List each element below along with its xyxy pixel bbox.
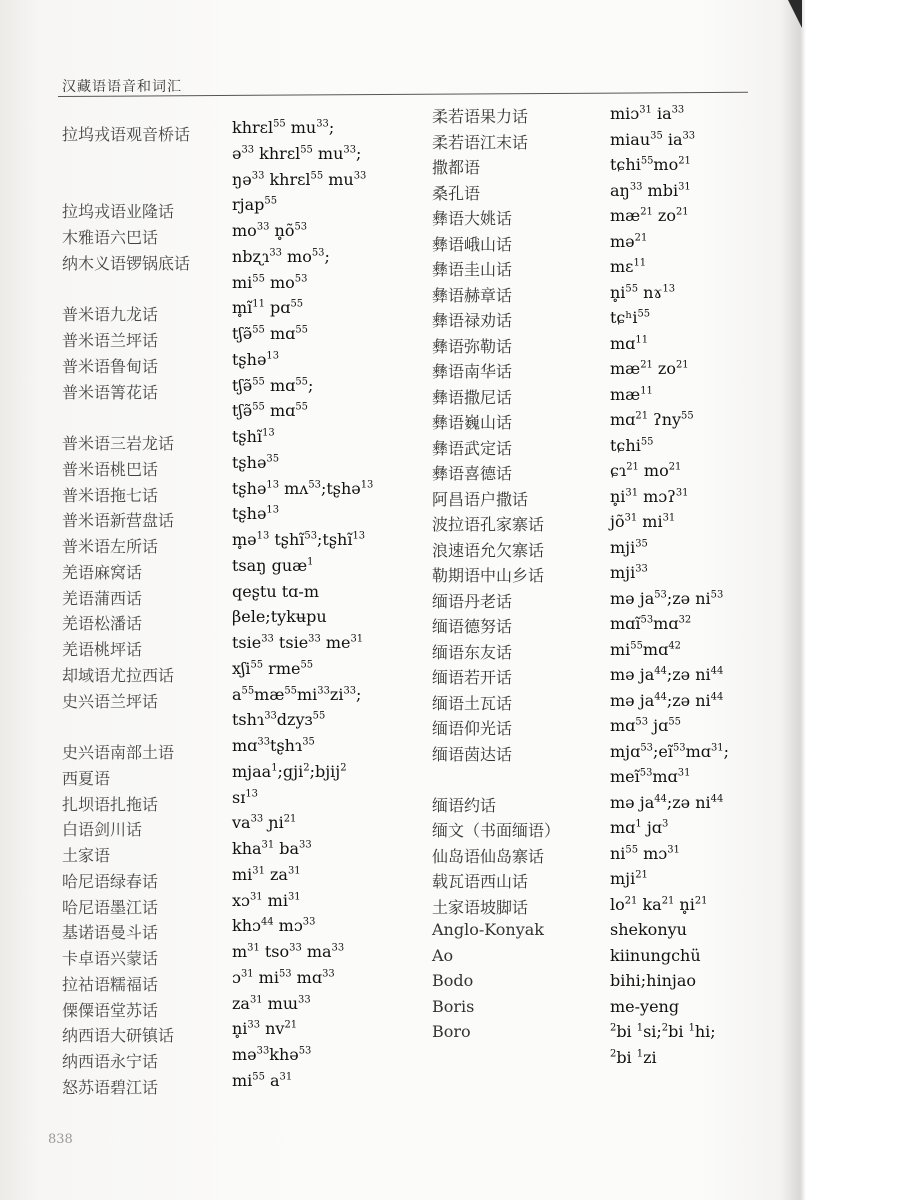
dialect-name: 缅语德努话 — [432, 617, 513, 636]
dialect-name: 拉坞戎语观音桥话 — [62, 125, 191, 144]
word-form: mji$^{21}$ — [610, 869, 648, 888]
word-form: $va^{33}$ ɲi$^{21}$ — [232, 813, 297, 833]
dialect-name: 哈尼语绿春话 — [62, 871, 159, 891]
dialect-name: 缅文（书面缅语） — [432, 821, 561, 840]
word-form: rjap$^{55}$ — [232, 195, 277, 215]
word-form: ə$^{33}$ khrɛl$^{55}$ $mu^{33}$; — [232, 143, 362, 163]
dialect-name: 白语剑川话 — [62, 820, 143, 840]
word-form: $mi^{31}$ $za^{31}$ — [232, 864, 301, 884]
dialect-name: 纳西语永宁话 — [62, 1052, 159, 1071]
word-form: xʃi$^{55}$ rme$^{55}$ — [232, 658, 314, 678]
dialect-name: 羌语蒲西话 — [62, 588, 143, 608]
word-form: me-yeng — [610, 996, 680, 1016]
word-form: qeʂtu tɑ-m — [232, 581, 319, 601]
word-form: tʂhə$^{13}$ — [232, 504, 280, 524]
word-form: $m̥ĩ^{11}$ pɑ$^{55}$ — [232, 298, 304, 318]
word-form: tʂhə$^{13}$ — [232, 349, 280, 369]
dialect-name: Bodo — [432, 971, 474, 990]
dialect-name: 勒期语中山乡话 — [432, 566, 545, 585]
dialect-name: Boro — [432, 1022, 471, 1041]
word-form: $^2$bi $^1$si;$^2$bi $^1$hi; — [610, 1022, 716, 1041]
dialect-name: Boris — [432, 996, 475, 1016]
dialect-name: 基诺语曼斗话 — [62, 923, 159, 943]
word-form: $mæ^{11}$ — [610, 384, 653, 404]
dialect-name: 缅语丹老话 — [432, 591, 513, 611]
dialect-name: 柔若语果力话 — [432, 107, 529, 126]
dialect-name: 彝语巍山话 — [432, 413, 513, 432]
dialect-name: 普米语左所话 — [62, 537, 159, 556]
word-form: $n̥i^{55}$ nɤ$^{13}$ — [610, 282, 676, 302]
dialect-name: 彝语喜德话 — [432, 464, 513, 483]
word-form: mə $ja^{44};zə$ $ni^{44}$ — [610, 792, 724, 812]
dialect-name: 缅语仰光话 — [432, 719, 513, 738]
word-form: $jõ^{31}$ $mi^{31}$ — [610, 512, 676, 531]
word-form: shekonyu — [610, 920, 687, 939]
dialect-name: 怒苏语碧江话 — [62, 1077, 159, 1097]
dialect-name: 羌语桃坪话 — [62, 640, 143, 659]
dialect-name: 缅语若开话 — [432, 668, 513, 687]
dialect-name: 缅语土瓦话 — [432, 693, 513, 713]
dialect-name: 缅语东友话 — [432, 642, 513, 662]
dialect-name: 缅语茵达话 — [432, 744, 513, 764]
word-form: mjaa$^1$;gji$^2$;bjij$^2$ — [232, 761, 347, 781]
word-form: nbʐɿ$^{33}$ $mo^{53}$; — [232, 246, 330, 266]
word-form: mɛ$^{11}$ — [610, 257, 647, 276]
dialect-name: 普米语九龙话 — [62, 305, 159, 325]
word-form: $a^{55}mæ^{55}mi^{33}zi^{33}$; — [232, 684, 362, 704]
word-form: mɑ$^{53}$ jɑ$^{55}$ — [610, 716, 681, 735]
word-form: $aŋ^{33}$ mbi$^{31}$ — [610, 180, 691, 200]
dialect-name: 波拉语孔家寨话 — [432, 515, 545, 534]
dialect-name: 撒都语 — [432, 158, 481, 177]
word-form: $za^{31}$ mɯ$^{33}$ — [232, 993, 311, 1013]
dialect-name: 柔若语江末话 — [432, 132, 529, 152]
dialect-name: 彝语撒尼话 — [432, 387, 513, 407]
dialect-name: 仙岛语仙岛寨话 — [432, 846, 545, 866]
dialect-name: 彝语峨山话 — [432, 234, 513, 254]
word-form: tʃə̃$^{55}$ mɑ$^{55}$; — [232, 375, 314, 395]
word-form: khrɛl$^{55}$ $mu^{33}$; — [232, 118, 335, 137]
word-form: mɑĩ$^{53}$mɑ$^{32}$ — [610, 614, 692, 633]
dialect-name: 桑孔语 — [432, 183, 481, 203]
word-form: mɑ$^{11}$ — [610, 333, 649, 353]
dialect-name: 木雅语六巴话 — [62, 228, 159, 247]
word-form: $^2$bi $^1$zi — [610, 1047, 657, 1067]
word-form: tʂhĩ$^{13}$ — [232, 427, 275, 446]
dialect-name: 彝语弥勒话 — [432, 336, 513, 356]
word-form: ɔ$^{31}$ $mi^{53}$ mɑ$^{33}$ — [232, 967, 335, 987]
word-form: $mæ^{21}$ $zo^{21}$ — [610, 206, 689, 225]
word-form: bihi;hinjao — [610, 971, 697, 990]
dialect-name: Anglo-Konyak — [432, 920, 544, 939]
word-form: $mo^{33}$ $n̥õ^{53}$ — [232, 221, 308, 240]
word-form: tɕhi$^{55}$ — [610, 435, 654, 455]
word-form: meĩ$^{53}$mɑ$^{31}$ — [610, 767, 691, 786]
running-header: 汉藏语语音和词汇 — [62, 79, 182, 95]
word-form: tshɿ$^{33}$dzyɜ$^{55}$ — [232, 710, 326, 730]
word-form: mə$^{33}$khə$^{53}$ — [232, 1045, 312, 1064]
word-form: tʂhə$^{13}$ mʌ$^{53}$;tʂhə$^{13}$ — [232, 478, 374, 498]
dialect-name: 羌语松潘话 — [62, 614, 143, 634]
dialect-name: 普米语箐花话 — [62, 382, 159, 402]
word-form: miau$^{35}$ $ia^{33}$ — [610, 129, 696, 149]
dialect-name: 彝语大姚话 — [432, 209, 513, 228]
dialect-name: 彝语南华话 — [432, 362, 513, 381]
dialect-name: 西夏语 — [62, 768, 111, 788]
word-form: mə $ja^{44};zə$ $ni^{44}$ — [610, 665, 724, 684]
word-form: miɔ$^{31}$ $ia^{33}$ — [610, 104, 685, 123]
word-form: $mjɑ^{53};eĩ^{53}mɑ^{31}$; — [610, 741, 729, 761]
word-form: $n̥i^{31}$ mɔʔ$^{31}$ — [610, 486, 689, 506]
word-form: tsie$^{33}$ tsie$^{33}$ $me^{31}$ — [232, 633, 364, 652]
dialect-name: 傈僳语堂苏话 — [62, 1000, 159, 1020]
dialect-name: 土家语坡脚话 — [432, 897, 529, 917]
dialect-name: 史兴语南部土语 — [62, 743, 175, 762]
word-form: khɔ$^{44}$ mɔ$^{33}$ — [232, 916, 316, 936]
page-corner-shadow — [788, 0, 802, 28]
dialect-name: 彝语武定话 — [432, 438, 513, 458]
word-form: $lo^{21}$ $ka^{21}$ $n̥i^{21}$ — [610, 894, 708, 914]
dialect-name: 哈尼语墨江话 — [62, 897, 159, 917]
dialect-name: 却域语尤拉西话 — [62, 665, 175, 685]
dialect-name: 普米语鲁甸话 — [62, 356, 159, 376]
dialect-name: 普米语拖七话 — [62, 485, 159, 505]
dialect-name: 普米语三岩龙话 — [62, 434, 175, 453]
word-form: $m^{31}$ tso$^{33}$ $ma^{33}$ — [232, 942, 345, 961]
word-form: ŋə$^{33}$ khrɛl$^{55}$ $mu^{33}$ — [232, 169, 367, 189]
word-form: sɪ$^{13}$ — [232, 787, 258, 807]
dialect-name: 普米语桃巴话 — [62, 459, 159, 479]
word-form: tsaŋ guæ$^1$ — [232, 555, 314, 575]
word-form: $n̥i^{33}$ $nv^{21}$ — [232, 1019, 298, 1039]
dialect-name: 缅语约话 — [432, 795, 497, 815]
word-form: $mi^{55}mɑ^{42}$ — [610, 639, 681, 659]
dialect-name: 纳西语大研镇话 — [62, 1026, 175, 1046]
word-form: xɔ$^{31}$ $mi^{31}$ — [232, 890, 301, 910]
dialect-name: 卡卓语兴蒙话 — [62, 949, 159, 968]
dialect-name: 普米语兰坪话 — [62, 331, 159, 350]
word-form: mə $ja^{53};zə$ $ni^{53}$ — [610, 588, 724, 608]
dialect-name: 土家语 — [62, 846, 111, 865]
word-form: $mæ^{21}$ $zo^{21}$ — [610, 359, 689, 378]
word-form: mə$^{21}$ — [610, 231, 648, 251]
dialect-name: 彝语禄劝话 — [432, 311, 513, 330]
dialect-name: 阿昌语户撒话 — [432, 489, 529, 509]
dialect-name: 史兴语兰坪话 — [62, 691, 159, 711]
dialect-name: 拉祜语糯福话 — [62, 974, 159, 994]
word-form: βele;tykʉpu — [232, 607, 327, 627]
word-form: $mi^{55}$ $a^{31}$ — [232, 1070, 293, 1090]
word-form: ɕɿ$^{21}$ $mo^{21}$ — [610, 461, 682, 480]
word-form: mji$^{33}$ — [610, 563, 648, 582]
word-form: tʃə̃$^{55}$ mɑ$^{55}$ — [232, 324, 308, 343]
word-form: tʂhə$^{35}$ — [232, 452, 280, 472]
dialect-name: 纳木义语锣锅底话 — [62, 253, 191, 273]
word-form: m̥ə$^{13}$ tʂhĩ$^{53}$;tʂhĩ$^{13}$ — [232, 530, 366, 549]
dialect-name: 浪速语允欠寨话 — [432, 540, 545, 560]
word-form: $mi^{55}$ $mo^{53}$ — [232, 272, 308, 292]
word-form: kha$^{31}$ $ba^{33}$ — [232, 839, 312, 858]
dialect-name: 彝语圭山话 — [432, 260, 513, 279]
dialect-name: 载瓦语西山话 — [432, 872, 529, 891]
word-form: mɑ$^{21}$ ʔny$^{55}$ — [610, 410, 694, 429]
dialect-name: 扎坝语扎拖话 — [62, 794, 159, 814]
word-form: mɑ$^1$ jɑ$^3$ — [610, 818, 669, 837]
word-form: tʃə̃$^{55}$ mɑ$^{55}$ — [232, 401, 308, 421]
dialect-name: 拉坞戎语业隆话 — [62, 202, 175, 222]
dialect-name: 羌语麻窝话 — [62, 562, 143, 582]
dialect-name: 彝语赫章话 — [432, 285, 513, 305]
word-form: mji$^{35}$ — [610, 537, 648, 557]
page-number: 838 — [48, 1132, 73, 1147]
word-form: $tɕhi^{55}mo^{21}$ — [610, 155, 691, 174]
word-form: $ni^{55}$ mɔ$^{31}$ — [610, 843, 680, 863]
word-form: mɑ$^{33}$tʂhɿ$^{35}$ — [232, 736, 315, 755]
dialect-name: Ao — [432, 945, 454, 965]
dialect-name: 普米语新营盘话 — [62, 511, 175, 531]
word-form: kiinungchü — [610, 945, 701, 965]
word-form: mə $ja^{44};zə$ $ni^{44}$ — [610, 690, 724, 710]
word-form: tɕʰi$^{55}$ — [610, 308, 651, 327]
